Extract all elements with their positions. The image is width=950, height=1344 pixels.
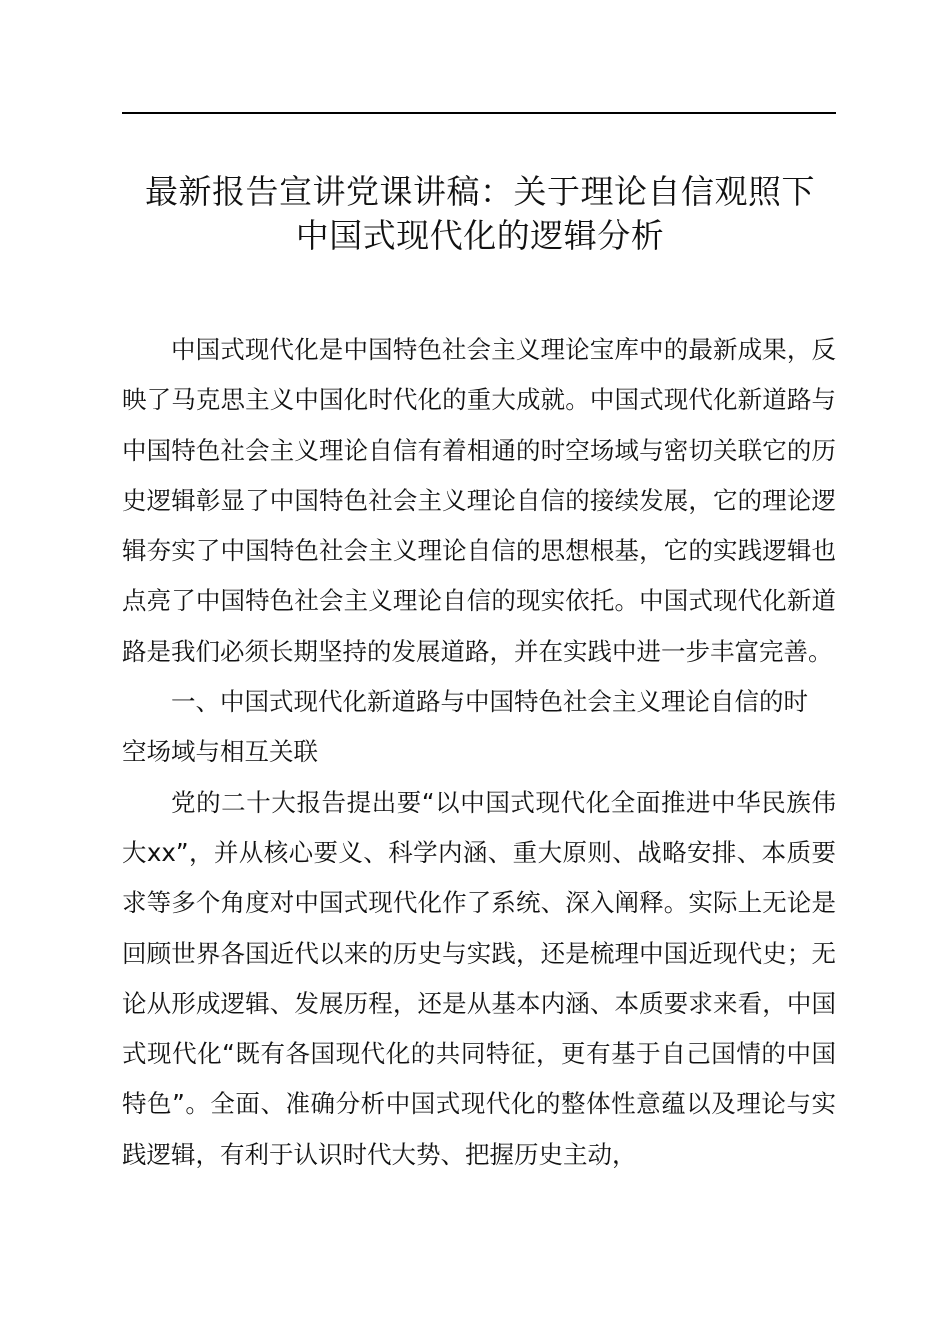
section-heading-1: 一、中国式现代化新道路与中国特色社会主义理论自信的时空场域与相互关联 (122, 687, 808, 767)
title-line-2: 中国式现代化的逻辑分析 (295, 216, 665, 255)
paragraph-intro: 中国式现代化是中国特色社会主义理论宝库中的最新成果，反映了马克思主义中国化时代化的重大成就。中国式现代化新道路与中国特色社会主义理论自信有着相通的时空场域与密切关联它的历史逻辑彰显了中国特色社会主义理论自信的接续发展，它的理论逻辑夯实了中国特色社会主义理论自信的思想根基，它的实践逻辑也点亮了中国特色社会主义理论自信的现实依托。中国式现代化新道路是我们必须长期坚持的发展道路，并在实践中进一步丰富完善。 (122, 335, 836, 666)
header-rule (122, 112, 836, 114)
title-line-1: 最新报告宣讲党课讲稿：关于理论自信观照下 (145, 172, 815, 211)
document-body (122, 325, 836, 1180)
paragraph-section-1: 党的二十大报告提出要“以中国式现代化全面推进中华民族伟大xx”，并从核心要义、科学内涵、重大原则、战略安排、本质要求等多个角度对中国式现代化作了系统、深入阐释。实际上无论是回顾世界各国近代以来的历史与实践，还是梳理中国近现代史；无论从形成逻辑、发展历程，还是从基本内涵、本质要求来看，中国式现代化“既有各国现代化的共同特征，更有基于自己国情的中国特色”。全面、准确分析中国式现代化的整体性意蕴以及理论与实践逻辑，有利于认识时代大势、把握历史主动， (122, 787, 836, 1169)
document-title (90, 170, 870, 258)
